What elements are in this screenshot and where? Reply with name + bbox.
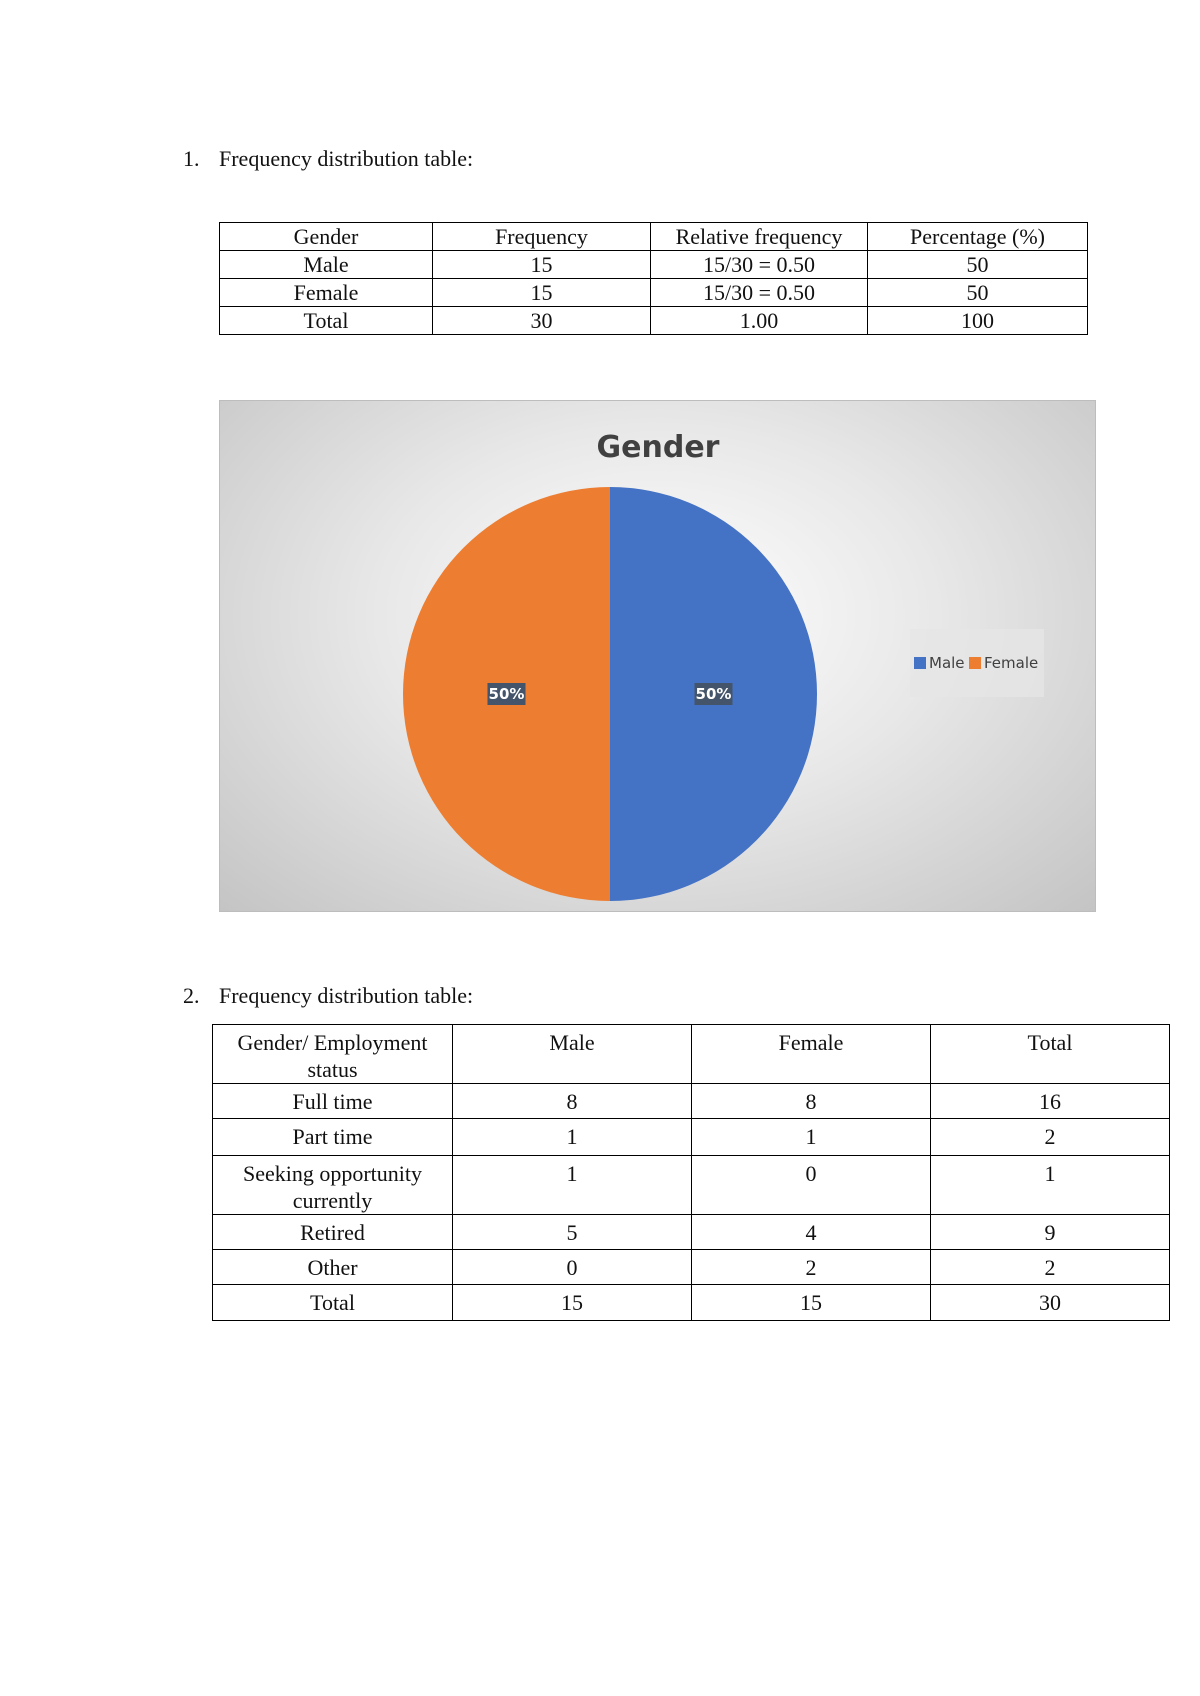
legend-swatch-male — [914, 657, 926, 669]
table-cell: 50 — [868, 251, 1088, 279]
header-cell: Percentage (%) — [868, 223, 1088, 251]
table-cell: Full time — [213, 1084, 453, 1119]
table-cell: 15 — [692, 1285, 931, 1321]
header-cell: Male — [453, 1025, 692, 1084]
table-row — [213, 1156, 1170, 1215]
section-1-title: Frequency distribution table: — [219, 146, 474, 171]
data-label-male: 50% — [695, 685, 732, 703]
section-1-heading — [183, 146, 473, 172]
table-cell: 1.00 — [651, 307, 868, 335]
pie-chart-svg — [220, 401, 1097, 913]
legend-swatch-female — [969, 657, 981, 669]
table-cell: 4 — [692, 1215, 931, 1250]
table-cell: 30 — [931, 1285, 1170, 1321]
section-2-number: 2. — [183, 983, 200, 1008]
table-cell: 16 — [931, 1084, 1170, 1119]
section-2-heading — [183, 983, 473, 1009]
table-cell: 1 — [453, 1156, 692, 1215]
table-cell: 30 — [433, 307, 651, 335]
table-header-row — [213, 1025, 1170, 1084]
table-row — [220, 307, 1088, 335]
table-cell: 2 — [692, 1250, 931, 1285]
table-cell: 15/30 = 0.50 — [651, 279, 868, 307]
table-cell: Female — [220, 279, 433, 307]
table-row — [220, 251, 1088, 279]
section-2-title: Frequency distribution table: — [219, 983, 474, 1008]
table-cell: Total — [220, 307, 433, 335]
table-cell: 2 — [931, 1250, 1170, 1285]
table-row — [213, 1250, 1170, 1285]
table-cell: 8 — [453, 1084, 692, 1119]
gender-frequency-table — [219, 222, 1088, 335]
chart-title: Gender — [596, 430, 720, 465]
header-cell: Gender — [220, 223, 433, 251]
table-cell: 1 — [692, 1119, 931, 1156]
table-cell: 1 — [931, 1156, 1170, 1215]
table-cell: Male — [220, 251, 433, 279]
table-cell: Retired — [213, 1215, 453, 1250]
data-label-female: 50% — [488, 685, 525, 703]
table-cell: 8 — [692, 1084, 931, 1119]
table-cell: 1 — [453, 1119, 692, 1156]
header-cell: Female — [692, 1025, 931, 1084]
pie-slices — [403, 487, 817, 901]
table-cell: Total — [213, 1285, 453, 1321]
table-row — [213, 1119, 1170, 1156]
legend-label-female: Female — [984, 654, 1039, 672]
table-row — [213, 1285, 1170, 1321]
table-cell: Seeking opportunity currently — [213, 1156, 453, 1215]
table-cell: 5 — [453, 1215, 692, 1250]
table-cell: 15 — [433, 251, 651, 279]
table-cell: 0 — [692, 1156, 931, 1215]
header-cell: Total — [931, 1025, 1170, 1084]
table-row — [213, 1215, 1170, 1250]
header-cell: Frequency — [433, 223, 651, 251]
employment-frequency-table — [212, 1024, 1170, 1321]
header-cell: Gender/ Employment status — [213, 1025, 453, 1084]
table-cell: 50 — [868, 279, 1088, 307]
table-cell: 100 — [868, 307, 1088, 335]
table-cell: 0 — [453, 1250, 692, 1285]
table-cell: 9 — [931, 1215, 1170, 1250]
chart-legend — [910, 629, 1044, 697]
legend-label-male: Male — [929, 654, 965, 672]
table-row — [213, 1084, 1170, 1119]
table-cell: 15/30 = 0.50 — [651, 251, 868, 279]
table-row — [220, 279, 1088, 307]
section-1-number: 1. — [183, 146, 200, 171]
table-cell: 15 — [433, 279, 651, 307]
table-header-row — [220, 223, 1088, 251]
gender-pie-chart — [219, 400, 1096, 912]
table-cell: 15 — [453, 1285, 692, 1321]
table-cell: 2 — [931, 1119, 1170, 1156]
table-cell: Part time — [213, 1119, 453, 1156]
header-cell: Relative frequency — [651, 223, 868, 251]
table-cell: Other — [213, 1250, 453, 1285]
